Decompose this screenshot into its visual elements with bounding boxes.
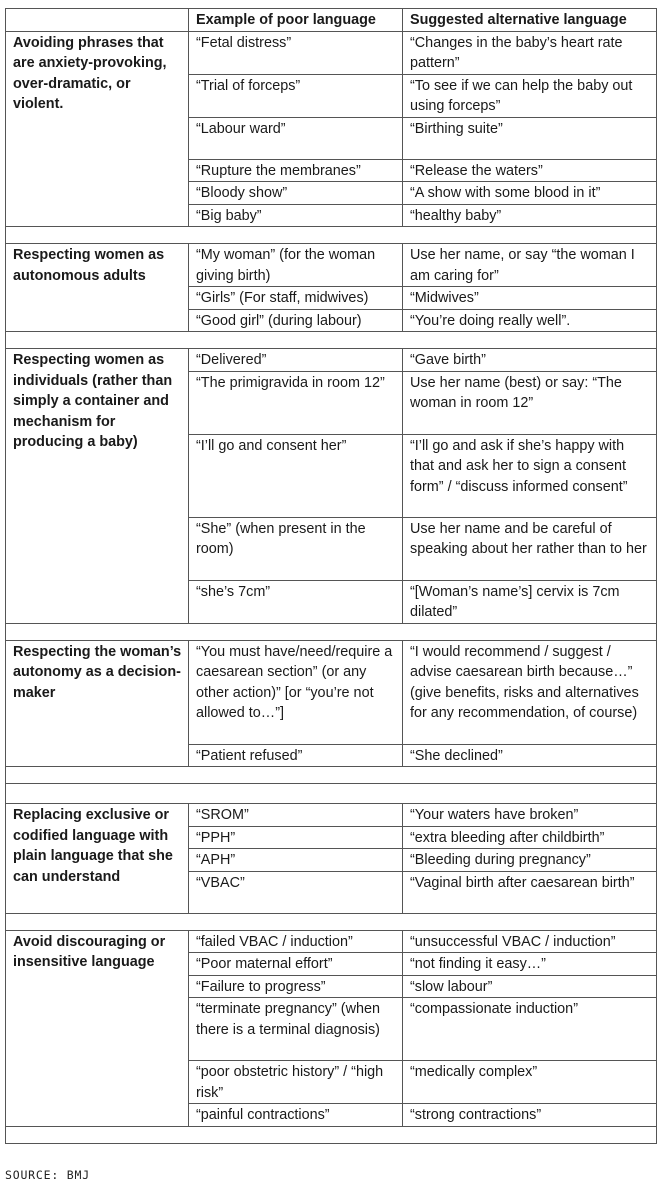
poor-language-cell: “Rupture the membranes” — [189, 159, 403, 182]
poor-language-cell: “Girls” (For staff, midwives) — [189, 287, 403, 310]
section-spacer-row — [6, 623, 657, 640]
alternative-language-cell: “Changes in the baby’s heart rate pattern” — [403, 31, 657, 74]
alternative-language-cell: “Your waters have broken” — [403, 804, 657, 827]
poor-language-cell: “Poor maternal effort” — [189, 953, 403, 976]
poor-language-cell: “SROM” — [189, 804, 403, 827]
poor-language-cell: “Labour ward” — [189, 117, 403, 159]
alternative-language-cell: “medically complex” — [403, 1061, 657, 1104]
poor-language-cell: “Fetal distress” — [189, 31, 403, 74]
category-cell: Respecting the woman’s autonomy as a decision-maker — [6, 640, 189, 767]
table-row — [6, 640, 657, 744]
header-category — [6, 9, 189, 32]
alternative-language-cell: “not finding it easy…” — [403, 953, 657, 976]
language-table — [5, 8, 657, 1144]
poor-language-cell: “Trial of forceps” — [189, 74, 403, 117]
poor-language-cell: “she’s 7cm” — [189, 580, 403, 623]
header-poor-language: Example of poor language — [189, 9, 403, 32]
section-spacer-row — [6, 332, 657, 349]
alternative-language-cell: “She declined” — [403, 744, 657, 767]
alternative-language-cell: Use her name (best) or say: “The woman in room 12” — [403, 371, 657, 434]
poor-language-cell: “Bloody show” — [189, 182, 403, 205]
alternative-language-cell: “I’ll go and ask if she’s happy with that and ask her to sign a consent form” / “discuss informed consent” — [403, 434, 657, 517]
poor-language-cell: “Good girl” (during labour) — [189, 309, 403, 332]
category-cell: Avoid discouraging or insensitive language — [6, 930, 189, 1126]
table-row — [6, 349, 657, 372]
alternative-language-cell: “[Woman’s name’s] cervix is 7cm dilated” — [403, 580, 657, 623]
alternative-language-cell: “slow labour” — [403, 975, 657, 998]
table-row — [6, 930, 657, 953]
poor-language-cell: “The primigravida in room 12” — [189, 371, 403, 434]
alternative-language-cell: “To see if we can help the baby out using forceps” — [403, 74, 657, 117]
category-cell: Respecting women as individuals (rather than simply a container and mechanism for producing a baby) — [6, 349, 189, 624]
spacer-cell — [6, 332, 657, 349]
header-alternative-language: Suggested alternative language — [403, 9, 657, 32]
header-row — [6, 9, 657, 32]
alternative-language-cell: “healthy baby” — [403, 204, 657, 227]
category-cell: Replacing exclusive or codified language with plain language that she can understand — [6, 804, 189, 914]
spacer-cell — [6, 767, 657, 784]
poor-language-cell: “terminate pregnancy” (when there is a terminal diagnosis) — [189, 998, 403, 1061]
alternative-language-cell: “compassionate induction” — [403, 998, 657, 1061]
section-spacer-row — [6, 227, 657, 244]
alternative-language-cell: “Midwives” — [403, 287, 657, 310]
poor-language-cell: “I’ll go and consent her” — [189, 434, 403, 517]
poor-language-cell: “APH” — [189, 849, 403, 872]
spacer-cell — [6, 913, 657, 930]
alternative-language-cell: “A show with some blood in it” — [403, 182, 657, 205]
alternative-language-cell: “unsuccessful VBAC / induction” — [403, 930, 657, 953]
alternative-language-cell: “Release the waters” — [403, 159, 657, 182]
spacer-cell — [6, 623, 657, 640]
alternative-language-cell: “Vaginal birth after caesarean birth” — [403, 871, 657, 913]
table-row — [6, 804, 657, 827]
spacer-cell — [6, 1126, 657, 1143]
poor-language-cell: “Delivered” — [189, 349, 403, 372]
alternative-language-cell: Use her name, or say “the woman I am caring for” — [403, 244, 657, 287]
spacer-cell — [6, 784, 657, 804]
category-cell: Avoiding phrases that are anxiety-provoking, over-dramatic, or violent. — [6, 31, 189, 227]
poor-language-cell: “My woman” (for the woman giving birth) — [189, 244, 403, 287]
table-row — [6, 244, 657, 287]
section-spacer-row — [6, 784, 657, 804]
source-credit: SOURCE: BMJ — [5, 1168, 90, 1182]
poor-language-cell: “painful contractions” — [189, 1104, 403, 1127]
alternative-language-cell: Use her name and be careful of speaking about her rather than to her — [403, 517, 657, 580]
alternative-language-cell: “strong contractions” — [403, 1104, 657, 1127]
section-spacer-row — [6, 1126, 657, 1143]
alternative-language-cell: “extra bleeding after childbirth” — [403, 826, 657, 849]
section-spacer-row — [6, 913, 657, 930]
section-spacer-row — [6, 767, 657, 784]
poor-language-cell: “VBAC” — [189, 871, 403, 913]
alternative-language-cell: “I would recommend / suggest / advise caesarean birth because…” (give benefits, risks and alternatives for any recommendation, of course) — [403, 640, 657, 744]
poor-language-cell: “Failure to progress” — [189, 975, 403, 998]
alternative-language-cell: “Birthing suite” — [403, 117, 657, 159]
alternative-language-cell: “You’re doing really well”. — [403, 309, 657, 332]
poor-language-cell: “You must have/need/require a caesarean section” (or any other action)” [or “you’re not allowed to…”] — [189, 640, 403, 744]
poor-language-cell: “Big baby” — [189, 204, 403, 227]
poor-language-cell: “poor obstetric history” / “high risk” — [189, 1061, 403, 1104]
poor-language-cell: “PPH” — [189, 826, 403, 849]
alternative-language-cell: “Gave birth” — [403, 349, 657, 372]
alternative-language-cell: “Bleeding during pregnancy” — [403, 849, 657, 872]
poor-language-cell: “Patient refused” — [189, 744, 403, 767]
poor-language-cell: “failed VBAC / induction” — [189, 930, 403, 953]
category-cell: Respecting women as autonomous adults — [6, 244, 189, 332]
poor-language-cell: “She” (when present in the room) — [189, 517, 403, 580]
spacer-cell — [6, 227, 657, 244]
table-row — [6, 31, 657, 74]
